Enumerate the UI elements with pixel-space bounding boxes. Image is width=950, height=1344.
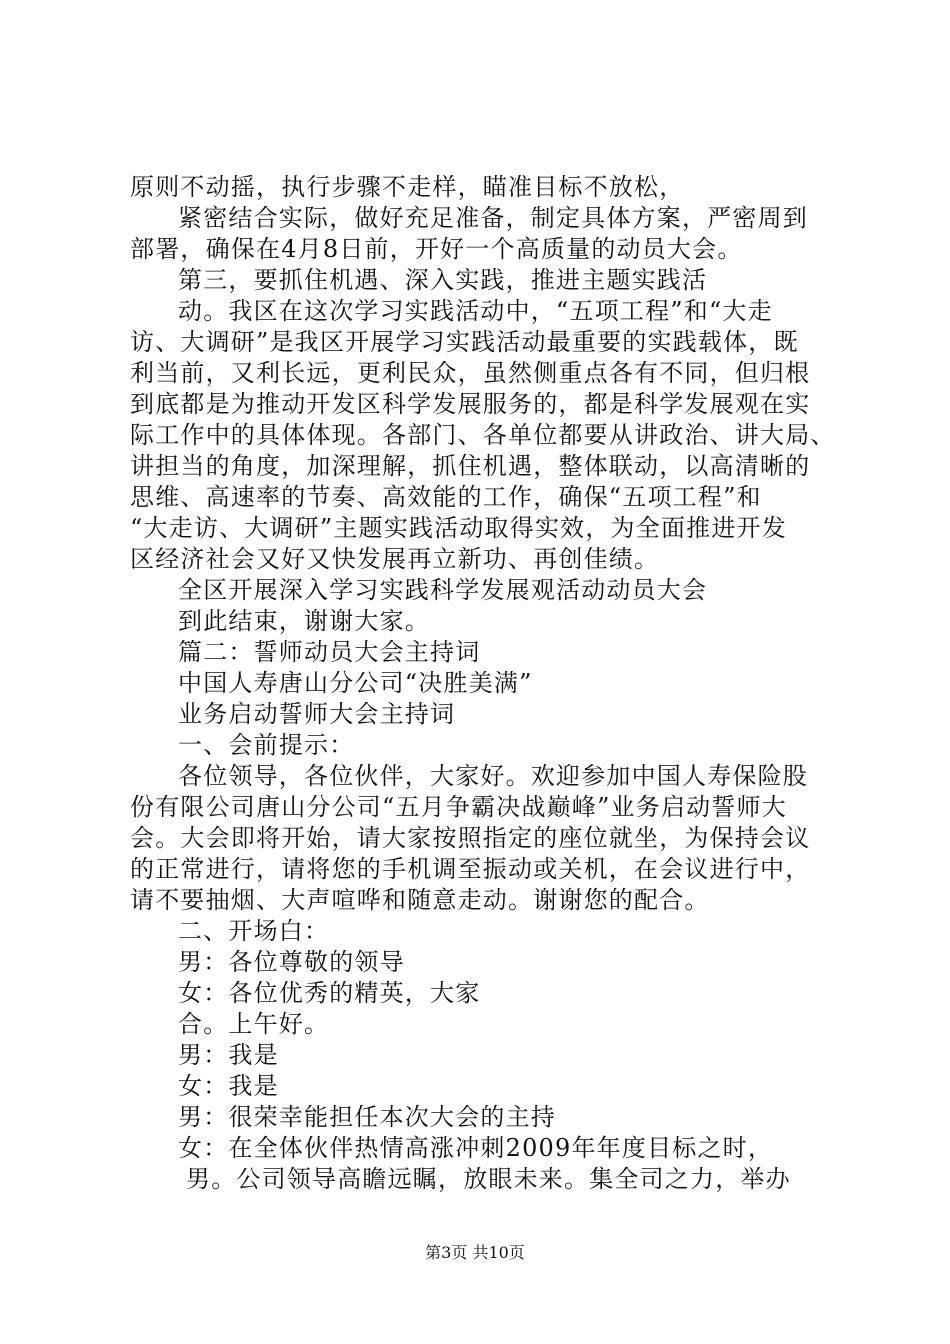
text-line: 请不要抽烟、大声喧哗和随意走动。谢谢您的配合。: [130, 886, 710, 914]
text-line: 动。我区在这次学习实践活动中，“五项工程”和“大走: [178, 297, 773, 325]
text-line: 利当前，又利长远，更利民众，虽然侧重点各有不同，但归根: [130, 359, 811, 387]
text-line: 业务启动誓师大会主持词: [178, 700, 456, 728]
text-line: 一、会前提示：: [178, 731, 355, 759]
text-line: 各位领导，各位伙伴，大家好。欢迎参加中国人寿保险股: [178, 762, 808, 790]
text-line: 第三，要抓住机遇、深入实践，推进主题实践活: [178, 266, 708, 294]
text-line: 到底都是为推动开发区科学发展服务的，都是科学发展观在实: [130, 390, 811, 418]
text-line: 讲担当的角度，加深理解，抓住机遇，整体联动，以高清晰的: [130, 452, 811, 480]
document-body: [130, 172, 836, 1195]
text-line: 男：我是: [178, 1041, 279, 1069]
text-line: 合。上午好。: [178, 1010, 330, 1038]
text-line: 女：在全体伙伴热情高涨冲刺2009年年度目标之时，: [178, 1134, 774, 1162]
text-line: 到此结束，谢谢大家。: [178, 607, 430, 635]
text-line: 份有限公司唐山分公司“五月争霸决战巅峰”业务启动誓师大: [130, 793, 787, 821]
text-line: 男。公司领导高瞻远瞩，放眼未来。集全司之力，举办: [186, 1165, 791, 1193]
text-line: 全区开展深入学习实践科学发展观活动动员大会: [178, 576, 708, 604]
text-line: 部署，确保在4月8日前，开好一个高质量的动员大会。: [130, 235, 743, 263]
text-line: 男：各位尊敬的领导: [178, 948, 405, 976]
text-line: 的正常进行，请将您的手机调至振动或关机，在会议进行中，: [130, 855, 811, 883]
text-line: 女：各位优秀的精英，大家: [178, 979, 481, 1007]
text-line: 访、大调研”是我区开展学习实践活动最重要的实践载体，既: [130, 328, 799, 356]
text-line: 思维、高速率的节奏、高效能的工作，确保“五项工程”和: [130, 483, 762, 511]
text-line: 际工作中的具体体现。各部门、各单位都要从讲政治、讲大局、: [130, 421, 836, 449]
text-line: 会。大会即将开始，请大家按照指定的座位就坐，为保持会议: [130, 824, 811, 852]
text-line: 女：我是: [178, 1072, 279, 1100]
text-line: 原则不动摇，执行步骤不走样，瞄准目标不放松，: [130, 173, 685, 201]
text-line: 区经济社会又好又快发展再立新功、再创佳绩。: [130, 545, 660, 573]
page-number-footer: 第3页 共10页: [425, 1243, 525, 1262]
section-heading: 篇二：誓师动员大会主持词: [178, 638, 481, 666]
text-line: “大走访、大调研”主题实践活动取得实效，为全面推进开发: [130, 514, 787, 542]
text-line: 中国人寿唐山分公司“决胜美满”: [178, 669, 533, 697]
text-line: 紧密结合实际，做好充足准备，制定具体方案，严密周到: [178, 204, 808, 232]
text-line: 二、开场白：: [178, 917, 330, 945]
text-line: 男：很荣幸能担任本次大会的主持: [178, 1103, 556, 1131]
